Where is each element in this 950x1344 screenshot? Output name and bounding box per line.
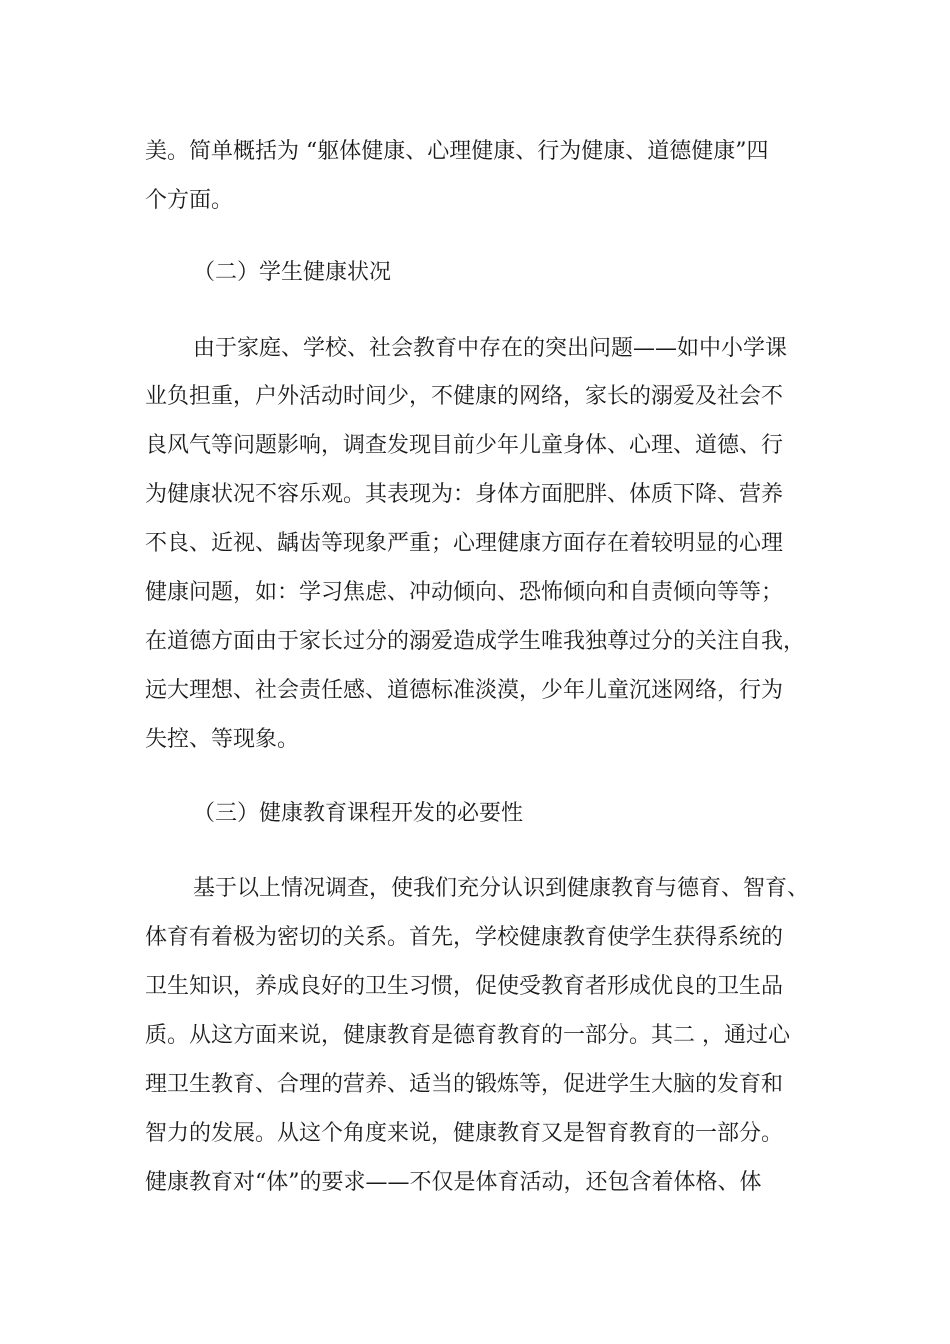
paragraph-2-line-6: 健康问题，如：学习焦虑、冲动倾向、恐怖倾向和自责倾向等等； (145, 580, 784, 605)
paragraph-1-line-2: 个方面。 (145, 188, 234, 213)
paragraph-3-line-5: 理卫生教育、合理的营养、适当的锻炼等，促进学生大脑的发育和 (145, 1072, 784, 1097)
paragraph-3-line-7: 健康教育对“体”的要求——不仅是体育活动，还包含着体格、体 (145, 1170, 762, 1195)
paragraph-2-line-8: 远大理想、社会责任感、道德标准淡漠，少年儿童沉迷网络，行为 (145, 678, 784, 703)
paragraph-3-line-2: 体育有着极为密切的关系。首先，学校健康教育使学生获得系统的 (145, 925, 784, 950)
heading-curriculum-necessity: （三）健康教育课程开发的必要性 (193, 801, 524, 826)
paragraph-2-line-2: 业负担重，户外活动时间少，不健康的网络，家长的溺爱及社会不 (145, 384, 784, 409)
paragraph-2-line-9: 失控、等现象。 (145, 727, 300, 752)
paragraph-1-line-1: 美。简单概括为 “躯体健康、心理健康、行为健康、道德健康”四 (145, 139, 769, 164)
paragraph-3-line-4: 质。从这方面来说，健康教育是德育教育的一部分。其二 ，通过心 (145, 1023, 790, 1048)
paragraph-3-line-1: 基于以上情况调查，使我们充分认识到健康教育与德育、智育、 (193, 876, 810, 901)
paragraph-2-line-3: 良风气等问题影响，调查发现目前少年儿童身体、心理、道德、行 (145, 433, 784, 458)
paragraph-2-line-1: 由于家庭、学校、社会教育中存在的突出问题——如中小学课 (193, 336, 788, 361)
paragraph-2-line-5: 不良、近视、龋齿等现象严重；心理健康方面存在着较明显的心理 (145, 531, 784, 556)
paragraph-2-line-7: 在道德方面由于家长过分的溺爱造成学生唯我独尊过分的关注自我， (145, 629, 806, 654)
heading-student-health-status: （二）学生健康状况 (193, 260, 392, 285)
paragraph-3-line-3: 卫生知识，养成良好的卫生习惯，促使受教育者形成优良的卫生品 (145, 974, 784, 999)
paragraph-3-line-6: 智力的发展。从这个角度来说，健康教育又是智育教育的一部分。 (145, 1121, 784, 1146)
paragraph-2-line-4: 为健康状况不容乐观。其表现为：身体方面肥胖、体质下降、营养 (145, 482, 784, 507)
